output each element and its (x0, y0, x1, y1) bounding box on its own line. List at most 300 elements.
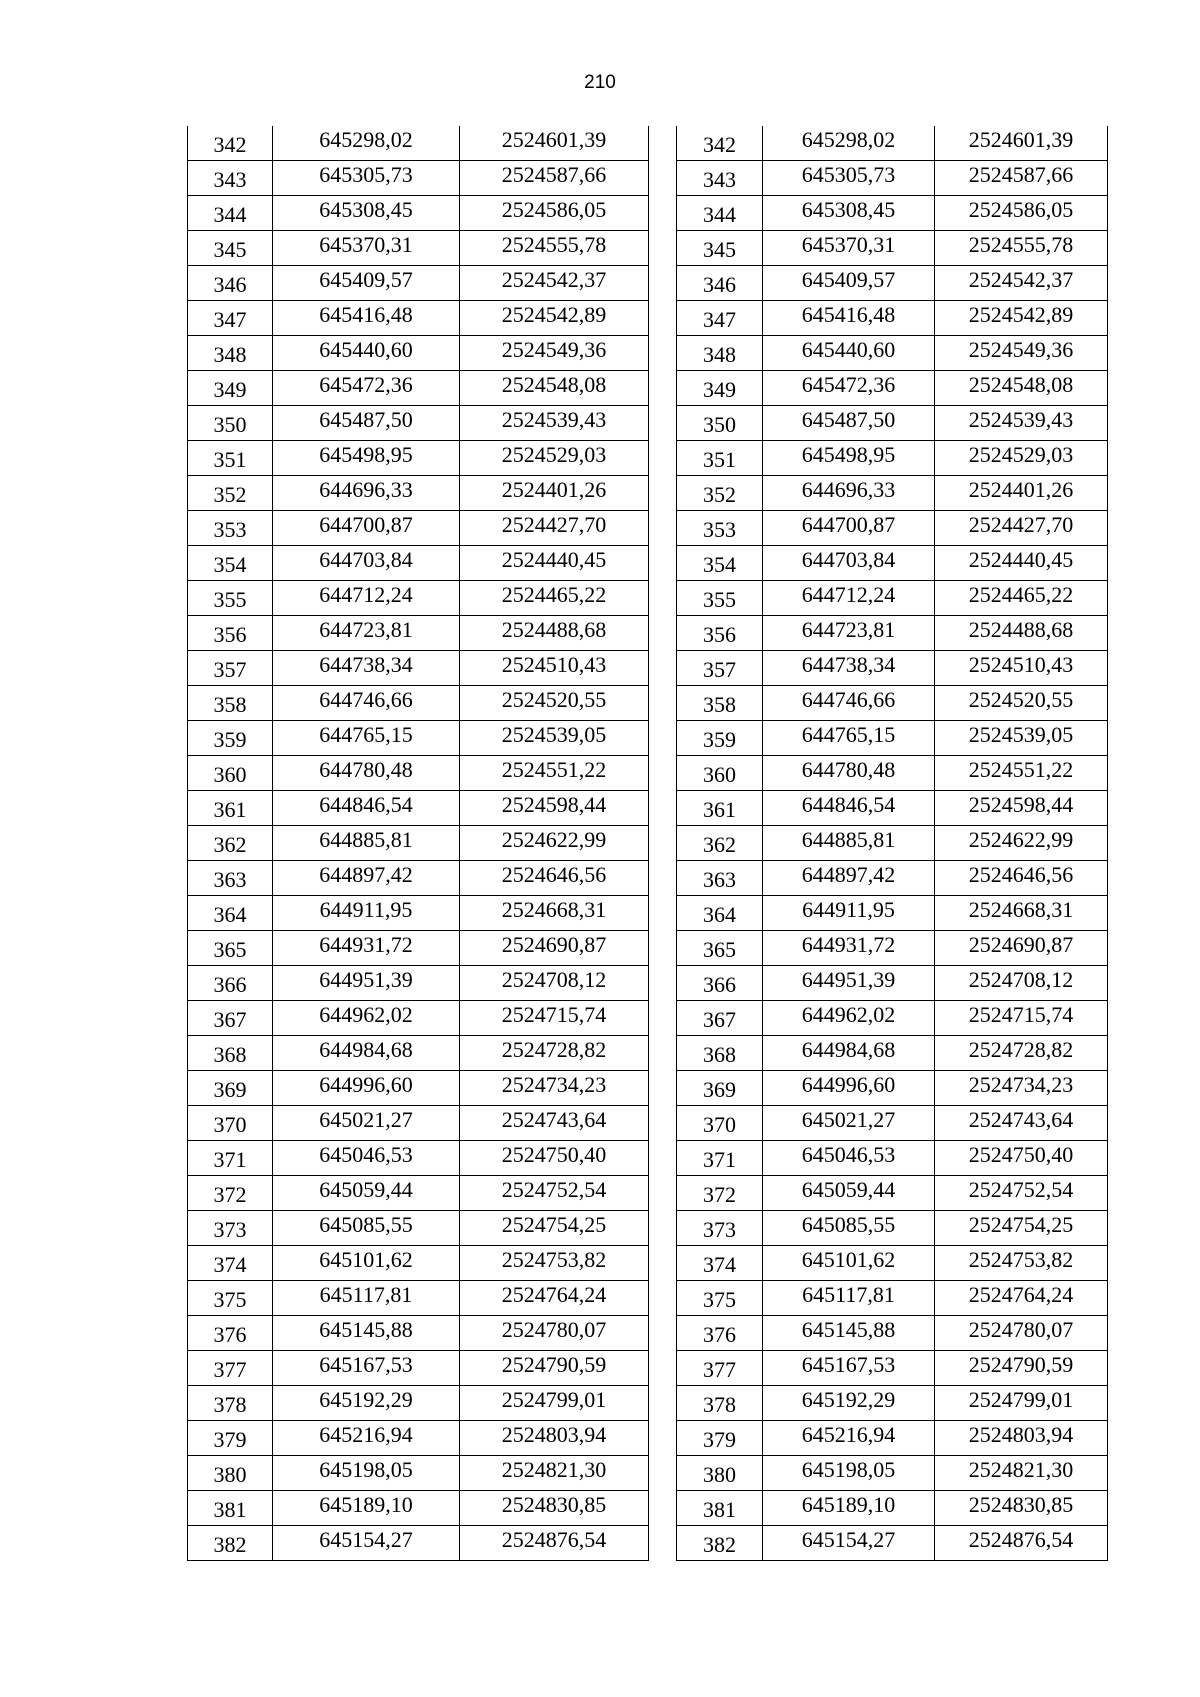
y-coordinate-cell: 2524668,31 (460, 896, 649, 931)
table-row (188, 1106, 649, 1141)
x-coordinate-cell: 644984,68 (763, 1036, 935, 1071)
table-row (188, 1456, 649, 1491)
y-coordinate-cell: 2524488,68 (935, 616, 1108, 651)
table-row (677, 1421, 1108, 1456)
point-number-cell: 378 (188, 1386, 273, 1421)
x-coordinate-cell: 645416,48 (763, 301, 935, 336)
point-number-cell: 360 (188, 756, 273, 791)
point-number-cell: 359 (188, 721, 273, 756)
point-number-cell: 373 (677, 1211, 763, 1246)
y-coordinate-cell: 2524551,22 (460, 756, 649, 791)
point-number-cell: 359 (677, 721, 763, 756)
point-number-cell: 361 (677, 791, 763, 826)
table-row (677, 791, 1108, 826)
point-number-cell: 369 (677, 1071, 763, 1106)
x-coordinate-cell: 644897,42 (763, 861, 935, 896)
table-row (677, 266, 1108, 301)
table-row (677, 441, 1108, 476)
table-row (677, 546, 1108, 581)
x-coordinate-cell: 645154,27 (273, 1526, 460, 1561)
x-coordinate-cell: 645308,45 (273, 196, 460, 231)
y-coordinate-cell: 2524622,99 (935, 826, 1108, 861)
y-coordinate-cell: 2524539,43 (935, 406, 1108, 441)
y-coordinate-cell: 2524598,44 (935, 791, 1108, 826)
table-row (677, 1316, 1108, 1351)
x-coordinate-cell: 645472,36 (763, 371, 935, 406)
point-number-cell: 363 (188, 861, 273, 896)
y-coordinate-cell: 2524830,85 (935, 1491, 1108, 1526)
table-row (677, 581, 1108, 616)
x-coordinate-cell: 644996,60 (273, 1071, 460, 1106)
point-number-cell: 381 (188, 1491, 273, 1526)
x-coordinate-cell: 645167,53 (273, 1351, 460, 1386)
point-number-cell: 380 (677, 1456, 763, 1491)
x-coordinate-cell: 644951,39 (763, 966, 935, 1001)
table-row (188, 1386, 649, 1421)
page-number: 210 (584, 72, 616, 93)
table-row (188, 231, 649, 266)
point-number-cell: 377 (188, 1351, 273, 1386)
y-coordinate-cell: 2524780,07 (460, 1316, 649, 1351)
table-row (188, 1246, 649, 1281)
point-number-cell: 354 (677, 546, 763, 581)
table-row (188, 1526, 649, 1561)
y-coordinate-cell: 2524803,94 (935, 1421, 1108, 1456)
x-coordinate-cell: 645198,05 (273, 1456, 460, 1491)
point-number-cell: 360 (677, 756, 763, 791)
table-row (677, 931, 1108, 966)
y-coordinate-cell: 2524488,68 (460, 616, 649, 651)
point-number-cell: 378 (677, 1386, 763, 1421)
x-coordinate-cell: 644984,68 (273, 1036, 460, 1071)
table-row (677, 616, 1108, 651)
y-coordinate-cell: 2524646,56 (460, 861, 649, 896)
table-row (677, 161, 1108, 196)
x-coordinate-cell: 645145,88 (763, 1316, 935, 1351)
table-row (677, 966, 1108, 1001)
x-coordinate-cell: 644931,72 (763, 931, 935, 966)
x-coordinate-cell: 645440,60 (763, 336, 935, 371)
x-coordinate-cell: 644846,54 (763, 791, 935, 826)
x-coordinate-cell: 645409,57 (763, 266, 935, 301)
point-number-cell: 356 (677, 616, 763, 651)
y-coordinate-cell: 2524539,05 (460, 721, 649, 756)
point-number-cell: 375 (188, 1281, 273, 1316)
y-coordinate-cell: 2524401,26 (935, 476, 1108, 511)
y-coordinate-cell: 2524715,74 (935, 1001, 1108, 1036)
y-coordinate-cell: 2524728,82 (935, 1036, 1108, 1071)
point-number-cell: 343 (677, 161, 763, 196)
point-number-cell: 351 (677, 441, 763, 476)
table-row (677, 1281, 1108, 1316)
y-coordinate-cell: 2524708,12 (935, 966, 1108, 1001)
point-number-cell: 364 (188, 896, 273, 931)
x-coordinate-cell: 644885,81 (763, 826, 935, 861)
x-coordinate-cell: 645440,60 (273, 336, 460, 371)
table-row (677, 301, 1108, 336)
y-coordinate-cell: 2524542,37 (935, 266, 1108, 301)
y-coordinate-cell: 2524764,24 (460, 1281, 649, 1316)
point-number-cell: 349 (677, 371, 763, 406)
x-coordinate-cell: 645117,81 (763, 1281, 935, 1316)
x-coordinate-cell: 644780,48 (273, 756, 460, 791)
point-number-cell: 350 (677, 406, 763, 441)
x-coordinate-cell: 645101,62 (763, 1246, 935, 1281)
x-coordinate-cell: 645498,95 (763, 441, 935, 476)
point-number-cell: 362 (677, 826, 763, 861)
table-row (188, 581, 649, 616)
x-coordinate-cell: 645472,36 (273, 371, 460, 406)
x-coordinate-cell: 644962,02 (273, 1001, 460, 1036)
y-coordinate-cell: 2524754,25 (460, 1211, 649, 1246)
y-coordinate-cell: 2524542,89 (935, 301, 1108, 336)
x-coordinate-cell: 645370,31 (763, 231, 935, 266)
point-number-cell: 348 (677, 336, 763, 371)
table-row (677, 1386, 1108, 1421)
table-row (677, 651, 1108, 686)
table-row (677, 1211, 1108, 1246)
y-coordinate-cell: 2524555,78 (460, 231, 649, 266)
table-row (677, 861, 1108, 896)
table-row (677, 476, 1108, 511)
table-row (677, 126, 1108, 161)
point-number-cell: 374 (188, 1246, 273, 1281)
y-coordinate-cell: 2524750,40 (935, 1141, 1108, 1176)
x-coordinate-cell: 644696,33 (273, 476, 460, 511)
point-number-cell: 370 (677, 1106, 763, 1141)
point-number-cell: 345 (677, 231, 763, 266)
y-coordinate-cell: 2524790,59 (460, 1351, 649, 1386)
table-row (188, 896, 649, 931)
table-row (188, 371, 649, 406)
point-number-cell: 346 (188, 266, 273, 301)
table-row (188, 966, 649, 1001)
x-coordinate-cell: 645189,10 (273, 1491, 460, 1526)
table-row (188, 511, 649, 546)
y-coordinate-cell: 2524821,30 (935, 1456, 1108, 1491)
point-number-cell: 353 (677, 511, 763, 546)
y-coordinate-cell: 2524715,74 (460, 1001, 649, 1036)
table-row (188, 196, 649, 231)
point-number-cell: 350 (188, 406, 273, 441)
point-number-cell: 354 (188, 546, 273, 581)
table-row (188, 1001, 649, 1036)
x-coordinate-cell: 644738,34 (273, 651, 460, 686)
point-number-cell: 371 (188, 1141, 273, 1176)
table-row (188, 1281, 649, 1316)
x-coordinate-cell: 645085,55 (763, 1211, 935, 1246)
y-coordinate-cell: 2524821,30 (460, 1456, 649, 1491)
table-row (677, 1176, 1108, 1211)
table-row (677, 826, 1108, 861)
y-coordinate-cell: 2524440,45 (935, 546, 1108, 581)
point-number-cell: 367 (677, 1001, 763, 1036)
point-number-cell: 357 (188, 651, 273, 686)
point-number-cell: 347 (677, 301, 763, 336)
y-coordinate-cell: 2524734,23 (460, 1071, 649, 1106)
y-coordinate-cell: 2524876,54 (460, 1526, 649, 1561)
table-row (677, 1071, 1108, 1106)
y-coordinate-cell: 2524750,40 (460, 1141, 649, 1176)
x-coordinate-cell: 644746,66 (273, 686, 460, 721)
x-coordinate-cell: 645085,55 (273, 1211, 460, 1246)
point-number-cell: 363 (677, 861, 763, 896)
point-number-cell: 369 (188, 1071, 273, 1106)
table-row (188, 721, 649, 756)
y-coordinate-cell: 2524549,36 (935, 336, 1108, 371)
x-coordinate-cell: 644780,48 (763, 756, 935, 791)
point-number-cell: 379 (188, 1421, 273, 1456)
point-number-cell: 365 (677, 931, 763, 966)
y-coordinate-cell: 2524799,01 (460, 1386, 649, 1421)
y-coordinate-cell: 2524690,87 (460, 931, 649, 966)
x-coordinate-cell: 645101,62 (273, 1246, 460, 1281)
point-number-cell: 342 (677, 126, 763, 161)
point-number-cell: 348 (188, 336, 273, 371)
point-number-cell: 356 (188, 616, 273, 651)
y-coordinate-cell: 2524876,54 (935, 1526, 1108, 1561)
y-coordinate-cell: 2524510,43 (460, 651, 649, 686)
point-number-cell: 372 (677, 1176, 763, 1211)
point-number-cell: 373 (188, 1211, 273, 1246)
x-coordinate-cell: 645370,31 (273, 231, 460, 266)
y-coordinate-cell: 2524551,22 (935, 756, 1108, 791)
table-row (188, 861, 649, 896)
point-number-cell: 344 (677, 196, 763, 231)
x-coordinate-cell: 645487,50 (763, 406, 935, 441)
table-row (188, 931, 649, 966)
table-row (188, 651, 649, 686)
point-number-cell: 370 (188, 1106, 273, 1141)
x-coordinate-cell: 644700,87 (763, 511, 935, 546)
table-row (188, 1036, 649, 1071)
coordinates-table-left (187, 126, 649, 1561)
x-coordinate-cell: 645167,53 (763, 1351, 935, 1386)
table-row (677, 1491, 1108, 1526)
y-coordinate-cell: 2524401,26 (460, 476, 649, 511)
x-coordinate-cell: 645305,73 (273, 161, 460, 196)
y-coordinate-cell: 2524728,82 (460, 1036, 649, 1071)
x-coordinate-cell: 644723,81 (273, 616, 460, 651)
point-number-cell: 372 (188, 1176, 273, 1211)
coordinates-table-right-body (677, 126, 1108, 1561)
point-number-cell: 346 (677, 266, 763, 301)
table-row (188, 301, 649, 336)
table-row (188, 1211, 649, 1246)
table-row (677, 721, 1108, 756)
table-row (188, 1176, 649, 1211)
table-row (188, 791, 649, 826)
table-row (677, 1001, 1108, 1036)
x-coordinate-cell: 645046,53 (273, 1141, 460, 1176)
coordinates-table-right (676, 126, 1108, 1561)
x-coordinate-cell: 644996,60 (763, 1071, 935, 1106)
x-coordinate-cell: 645059,44 (273, 1176, 460, 1211)
table-row (677, 686, 1108, 721)
table-row (188, 161, 649, 196)
y-coordinate-cell: 2524510,43 (935, 651, 1108, 686)
point-number-cell: 342 (188, 126, 273, 161)
y-coordinate-cell: 2524752,54 (935, 1176, 1108, 1211)
x-coordinate-cell: 645416,48 (273, 301, 460, 336)
y-coordinate-cell: 2524752,54 (460, 1176, 649, 1211)
y-coordinate-cell: 2524529,03 (935, 441, 1108, 476)
x-coordinate-cell: 645192,29 (763, 1386, 935, 1421)
x-coordinate-cell: 644951,39 (273, 966, 460, 1001)
y-coordinate-cell: 2524539,43 (460, 406, 649, 441)
x-coordinate-cell: 644703,84 (273, 546, 460, 581)
table-row (677, 896, 1108, 931)
table-row (188, 1421, 649, 1456)
y-coordinate-cell: 2524542,37 (460, 266, 649, 301)
y-coordinate-cell: 2524586,05 (935, 196, 1108, 231)
y-coordinate-cell: 2524555,78 (935, 231, 1108, 266)
y-coordinate-cell: 2524465,22 (935, 581, 1108, 616)
point-number-cell: 362 (188, 826, 273, 861)
x-coordinate-cell: 644700,87 (273, 511, 460, 546)
y-coordinate-cell: 2524803,94 (460, 1421, 649, 1456)
table-row (677, 336, 1108, 371)
x-coordinate-cell: 644911,95 (763, 896, 935, 931)
point-number-cell: 344 (188, 196, 273, 231)
x-coordinate-cell: 645117,81 (273, 1281, 460, 1316)
y-coordinate-cell: 2524601,39 (460, 126, 649, 161)
point-number-cell: 351 (188, 441, 273, 476)
point-number-cell: 355 (677, 581, 763, 616)
y-coordinate-cell: 2524520,55 (935, 686, 1108, 721)
y-coordinate-cell: 2524427,70 (460, 511, 649, 546)
y-coordinate-cell: 2524548,08 (460, 371, 649, 406)
table-row (188, 1351, 649, 1386)
table-row (677, 196, 1108, 231)
point-number-cell: 366 (188, 966, 273, 1001)
table-row (188, 1141, 649, 1176)
point-number-cell: 358 (677, 686, 763, 721)
x-coordinate-cell: 645216,94 (273, 1421, 460, 1456)
x-coordinate-cell: 644962,02 (763, 1001, 935, 1036)
y-coordinate-cell: 2524780,07 (935, 1316, 1108, 1351)
table-row (188, 756, 649, 791)
table-row (188, 441, 649, 476)
table-row (188, 476, 649, 511)
point-number-cell: 374 (677, 1246, 763, 1281)
point-number-cell: 343 (188, 161, 273, 196)
x-coordinate-cell: 645059,44 (763, 1176, 935, 1211)
point-number-cell: 353 (188, 511, 273, 546)
x-coordinate-cell: 645154,27 (763, 1526, 935, 1561)
point-number-cell: 382 (677, 1526, 763, 1561)
y-coordinate-cell: 2524753,82 (460, 1246, 649, 1281)
table-row (677, 1456, 1108, 1491)
x-coordinate-cell: 644746,66 (763, 686, 935, 721)
y-coordinate-cell: 2524520,55 (460, 686, 649, 721)
x-coordinate-cell: 645021,27 (273, 1106, 460, 1141)
point-number-cell: 368 (188, 1036, 273, 1071)
x-coordinate-cell: 645145,88 (273, 1316, 460, 1351)
table-row (188, 546, 649, 581)
x-coordinate-cell: 644712,24 (763, 581, 935, 616)
y-coordinate-cell: 2524753,82 (935, 1246, 1108, 1281)
y-coordinate-cell: 2524790,59 (935, 1351, 1108, 1386)
y-coordinate-cell: 2524549,36 (460, 336, 649, 371)
x-coordinate-cell: 644723,81 (763, 616, 935, 651)
point-number-cell: 352 (677, 476, 763, 511)
x-coordinate-cell: 644712,24 (273, 581, 460, 616)
y-coordinate-cell: 2524548,08 (935, 371, 1108, 406)
point-number-cell: 355 (188, 581, 273, 616)
x-coordinate-cell: 645498,95 (273, 441, 460, 476)
table-row (188, 336, 649, 371)
point-number-cell: 357 (677, 651, 763, 686)
table-row (188, 826, 649, 861)
table-row (188, 126, 649, 161)
table-row (677, 511, 1108, 546)
y-coordinate-cell: 2524754,25 (935, 1211, 1108, 1246)
x-coordinate-cell: 644696,33 (763, 476, 935, 511)
x-coordinate-cell: 645216,94 (763, 1421, 935, 1456)
table-row (188, 266, 649, 301)
table-row (677, 406, 1108, 441)
table-row (677, 1246, 1108, 1281)
table-row (188, 616, 649, 651)
x-coordinate-cell: 645409,57 (273, 266, 460, 301)
table-row (677, 231, 1108, 266)
y-coordinate-cell: 2524529,03 (460, 441, 649, 476)
point-number-cell: 352 (188, 476, 273, 511)
y-coordinate-cell: 2524734,23 (935, 1071, 1108, 1106)
y-coordinate-cell: 2524622,99 (460, 826, 649, 861)
point-number-cell: 371 (677, 1141, 763, 1176)
y-coordinate-cell: 2524598,44 (460, 791, 649, 826)
point-number-cell: 368 (677, 1036, 763, 1071)
y-coordinate-cell: 2524539,05 (935, 721, 1108, 756)
x-coordinate-cell: 644911,95 (273, 896, 460, 931)
x-coordinate-cell: 645192,29 (273, 1386, 460, 1421)
x-coordinate-cell: 644897,42 (273, 861, 460, 896)
x-coordinate-cell: 644765,15 (273, 721, 460, 756)
point-number-cell: 376 (677, 1316, 763, 1351)
x-coordinate-cell: 645021,27 (763, 1106, 935, 1141)
y-coordinate-cell: 2524646,56 (935, 861, 1108, 896)
x-coordinate-cell: 645298,02 (273, 126, 460, 161)
table-row (677, 1351, 1108, 1386)
table-row (188, 1316, 649, 1351)
y-coordinate-cell: 2524743,64 (935, 1106, 1108, 1141)
point-number-cell: 379 (677, 1421, 763, 1456)
y-coordinate-cell: 2524764,24 (935, 1281, 1108, 1316)
x-coordinate-cell: 644738,34 (763, 651, 935, 686)
x-coordinate-cell: 645198,05 (763, 1456, 935, 1491)
y-coordinate-cell: 2524668,31 (935, 896, 1108, 931)
table-row (188, 1491, 649, 1526)
point-number-cell: 365 (188, 931, 273, 966)
y-coordinate-cell: 2524587,66 (460, 161, 649, 196)
table-row (677, 756, 1108, 791)
point-number-cell: 361 (188, 791, 273, 826)
x-coordinate-cell: 645298,02 (763, 126, 935, 161)
y-coordinate-cell: 2524830,85 (460, 1491, 649, 1526)
point-number-cell: 382 (188, 1526, 273, 1561)
x-coordinate-cell: 644765,15 (763, 721, 935, 756)
y-coordinate-cell: 2524587,66 (935, 161, 1108, 196)
y-coordinate-cell: 2524799,01 (935, 1386, 1108, 1421)
table-row (677, 1526, 1108, 1561)
point-number-cell: 364 (677, 896, 763, 931)
table-row (188, 686, 649, 721)
point-number-cell: 366 (677, 966, 763, 1001)
y-coordinate-cell: 2524690,87 (935, 931, 1108, 966)
y-coordinate-cell: 2524542,89 (460, 301, 649, 336)
